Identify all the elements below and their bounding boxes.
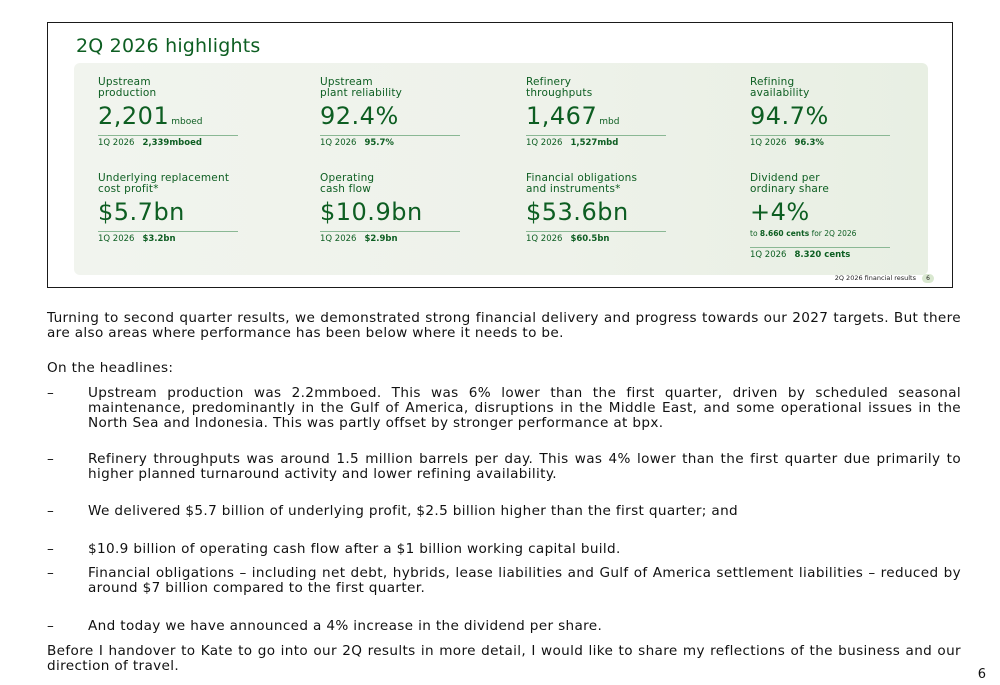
slide-page-badge: 6 (922, 274, 934, 283)
metric-previous: 1Q 2026 95.7% (320, 135, 460, 148)
bullet-item: – Upstream production was 2.2mmboed. This was 6% lower than the first quarter, driven by scheduled seasonal maintenance, predominantly in the Gulf of America, disruptions in the Middle East, and some operational issues in the North Sea and Indonesia. This was partly offset by stronger performance at bpx. (47, 385, 961, 432)
metric-financial-obligations (526, 172, 726, 244)
metric-dividend (750, 172, 950, 260)
metric-refining-availability (750, 76, 950, 148)
slide-title: 2Q 2026 highlights (76, 35, 261, 57)
bullet-item: – And today we have announced a 4% increase in the dividend per share. (47, 618, 603, 634)
metric-unit: mboed (171, 117, 203, 127)
metric-value: +4% (750, 198, 810, 226)
headlines-label: On the headlines: (47, 360, 174, 376)
metric-previous: 1Q 2026 96.3% (750, 135, 890, 148)
metric-upstream-production (98, 76, 298, 148)
metric-label: Refinery throughputs (526, 76, 593, 99)
metric-previous: 1Q 2026 $60.5bn (526, 231, 666, 244)
bullet-dash: – (47, 541, 55, 557)
bullet-dash: – (47, 565, 55, 581)
page-number: 6 (977, 667, 986, 682)
intro-paragraph: Turning to second quarter results, we demonstrated strong financial delivery and progress towards our 2027 targets. But there are also areas where performance has been below where it needs to be. (47, 310, 961, 342)
bullet-item: – $10.9 billion of operating cash flow after a $1 billion working capital build. (47, 541, 621, 557)
bullet-dash: – (47, 618, 55, 634)
metric-previous: 1Q 2026 $3.2bn (98, 231, 238, 244)
bullet-item: – Refinery throughputs was around 1.5 million barrels per day. This was 4% lower than the first quarter due primarily to higher planned turnaround activity and lower refining availability. (47, 451, 961, 483)
metric-value: 92.4% (320, 102, 399, 130)
metric-value: 94.7% (750, 102, 829, 130)
metric-label: Dividend per ordinary share (750, 172, 830, 195)
metric-label: Upstream plant reliability (320, 76, 403, 99)
slide-footer: 2Q 2026 financial results 6 (835, 274, 934, 283)
metric-refinery-throughputs (526, 76, 726, 148)
bullet-dash: – (47, 451, 55, 467)
metric-value: $53.6bn (526, 198, 629, 226)
bullet-dash: – (47, 385, 55, 401)
metric-value: $5.7bn (98, 198, 185, 226)
bullet-item: – We delivered $5.7 billion of underlying profit, $2.5 billion higher than the first quarter; and (47, 503, 739, 519)
metric-previous: 1Q 2026 1,527mbd (526, 135, 666, 148)
metric-operating-cash-flow (320, 172, 520, 244)
metric-previous: 1Q 2026 2,339mboed (98, 135, 238, 148)
bullet-dash: – (47, 503, 55, 519)
metric-value: 2,201 mboed (98, 102, 203, 130)
highlights-slide (47, 22, 953, 288)
metric-previous: 1Q 2026 8.320 cents (750, 247, 890, 260)
metric-value: $10.9bn (320, 198, 423, 226)
metric-unit: mbd (599, 117, 620, 127)
metric-previous: 1Q 2026 $2.9bn (320, 231, 460, 244)
metric-label: Refining availability (750, 76, 810, 99)
metric-label: Upstream production (98, 76, 157, 99)
dividend-note: to 8.660 cents for 2Q 2026 (750, 229, 857, 238)
metric-value: 1,467 mbd (526, 102, 620, 130)
metric-label: Financial obligations and instruments* (526, 172, 638, 195)
metric-label: Underlying replacement cost profit* (98, 172, 230, 195)
metrics-panel (74, 63, 928, 275)
closing-paragraph: Before I handover to Kate to go into our 2Q results in more detail, I would like to share my reflections of the business and our direction of travel. (47, 643, 961, 675)
metric-label: Operating cash flow (320, 172, 375, 195)
metric-upstream-reliability (320, 76, 520, 148)
bullet-item: – Financial obligations – including net debt, hybrids, lease liabilities and Gulf of America settlement liabilities – reduced by around $7 billion compared to the first quarter. (47, 565, 961, 597)
metric-underlying-profit (98, 172, 298, 244)
